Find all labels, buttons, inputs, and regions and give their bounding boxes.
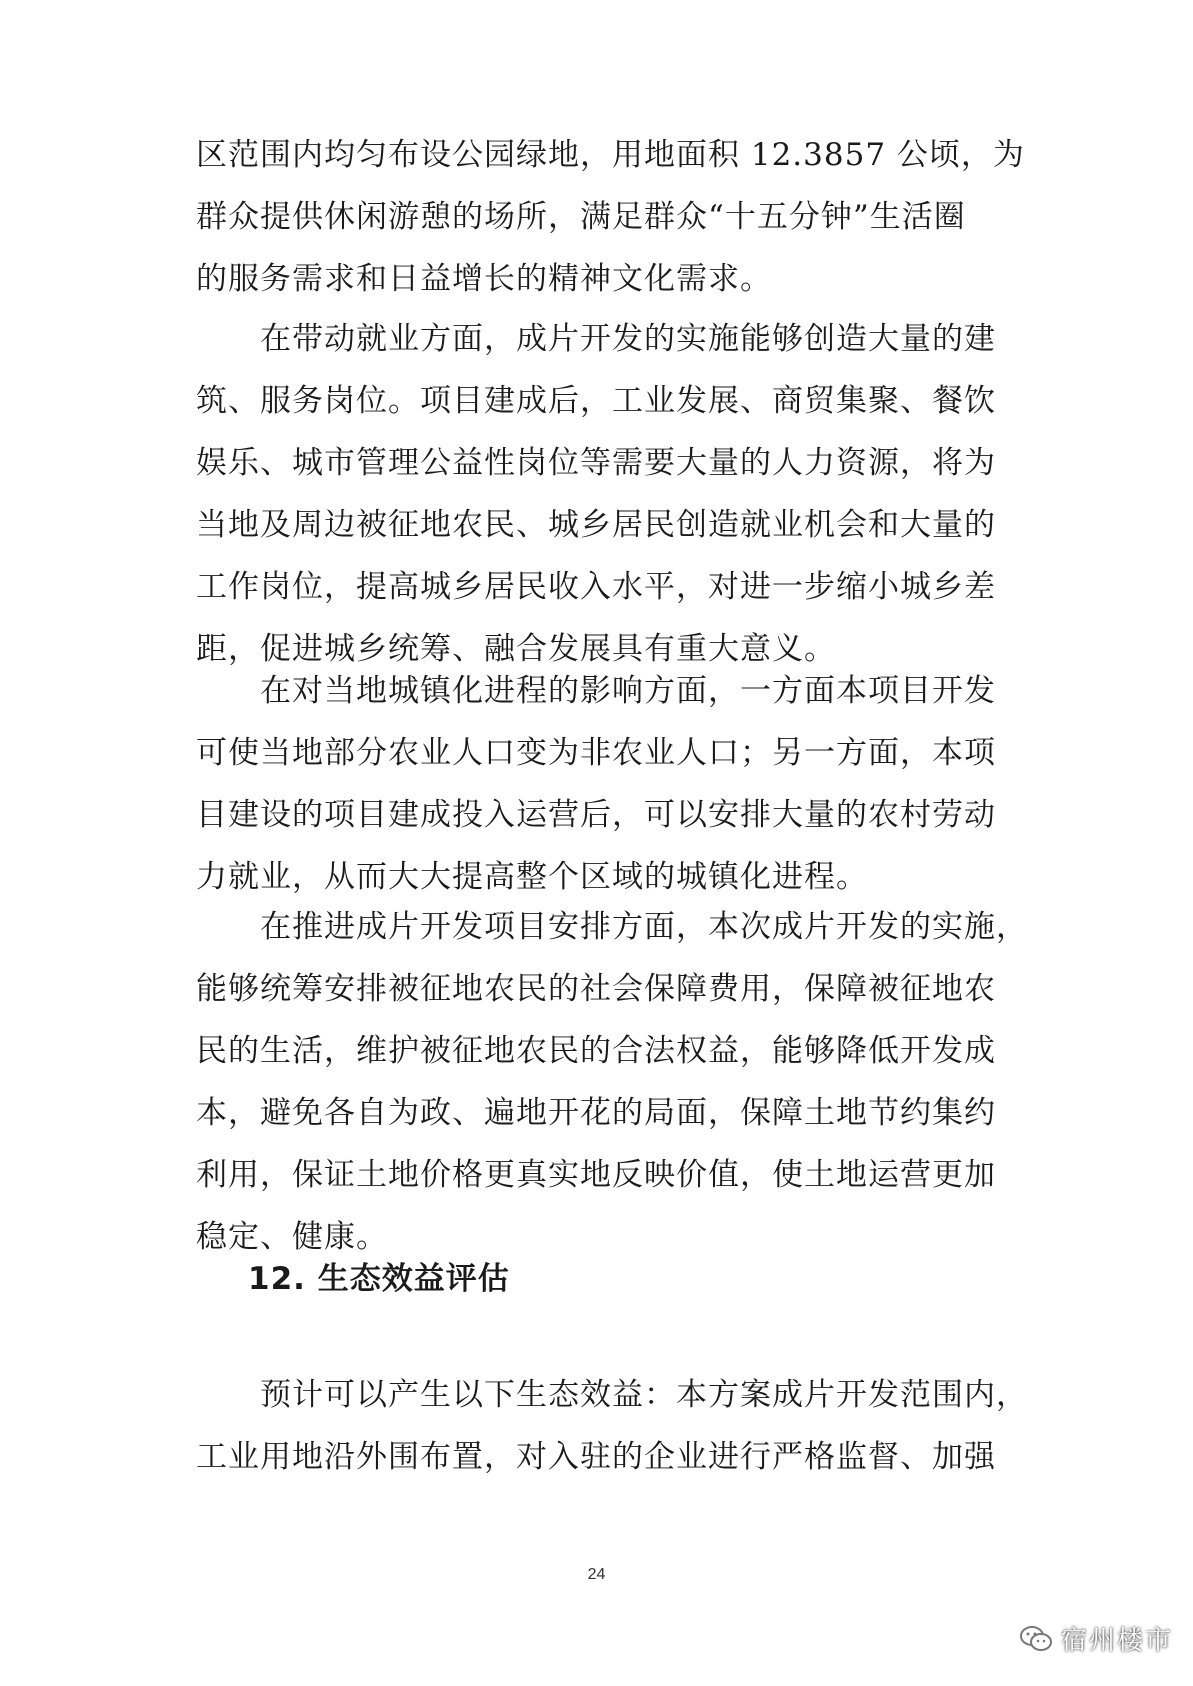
paragraph-3 <box>196 660 1018 908</box>
text-line: 可使当地部分农业人口变为非农业人口；另一方面，本项 <box>196 735 996 771</box>
paragraph-1 <box>196 124 1025 310</box>
text-line: 在推进成片开发项目安排方面，本次成片开发的实施， <box>260 909 1028 945</box>
watermark-text: 宿州楼市 <box>1060 1626 1173 1656</box>
text-line: 利用，保证土地价格更真实地反映价值，使土地运营更加 <box>196 1157 996 1193</box>
text-line: 预计可以产生以下生态效益：本方案成片开发范围内， <box>260 1377 1028 1413</box>
wechat-icon <box>1019 1625 1053 1653</box>
text-line: 工作岗位，提高城乡居民收入水平，对进一步缩小城乡差 <box>196 569 996 605</box>
watermark <box>1019 1620 1173 1657</box>
text-line: 在带动就业方面，成片开发的实施能够创造大量的建 <box>260 321 996 357</box>
text-line: 的服务需求和日益增长的精神文化需求。 <box>196 261 772 297</box>
text-line: 距，促进城乡统筹、融合发展具有重大意义。 <box>196 631 836 667</box>
text-line: 当地及周边被征地农民、城乡居民创造就业机会和大量的 <box>196 507 996 543</box>
text-line: 力就业，从而大大提高整个区域的城镇化进程。 <box>196 859 868 895</box>
text-line: 稳定、健康。 <box>196 1219 388 1255</box>
paragraph-2 <box>196 308 1018 680</box>
paragraph-5 <box>196 1364 1028 1488</box>
text-line: 群众提供休闲游憩的场所，满足群众“十五分钟”生活圈 <box>196 199 966 235</box>
text-line: 娱乐、城市管理公益性岗位等需要大量的人力资源，将为 <box>196 445 996 481</box>
text-line: 在对当地城镇化进程的影响方面，一方面本项目开发 <box>260 673 996 709</box>
text-line: 筑、服务岗位。项目建成后，工业发展、商贸集聚、餐饮 <box>196 383 996 419</box>
section-heading: 12. 生态效益评估 <box>248 1261 510 1297</box>
text-line: 目建设的项目建成投入运营后，可以安排大量的农村劳动 <box>196 797 996 833</box>
text-line: 能够统筹安排被征地农民的社会保障费用，保障被征地农 <box>196 971 996 1007</box>
text-line: 工业用地沿外围布置，对入驻的企业进行严格监督、加强 <box>196 1439 996 1475</box>
paragraph-4 <box>196 896 1028 1268</box>
text-line: 民的生活，维护被征地农民的合法权益，能够降低开发成 <box>196 1033 996 1069</box>
text-line: 区范围内均匀布设公园绿地，用地面积 12.3857 公顷，为 <box>196 137 1025 173</box>
page-number: 24 <box>587 1566 606 1583</box>
text-line: 本，避免各自为政、遍地开花的局面，保障土地节约集约 <box>196 1095 996 1131</box>
